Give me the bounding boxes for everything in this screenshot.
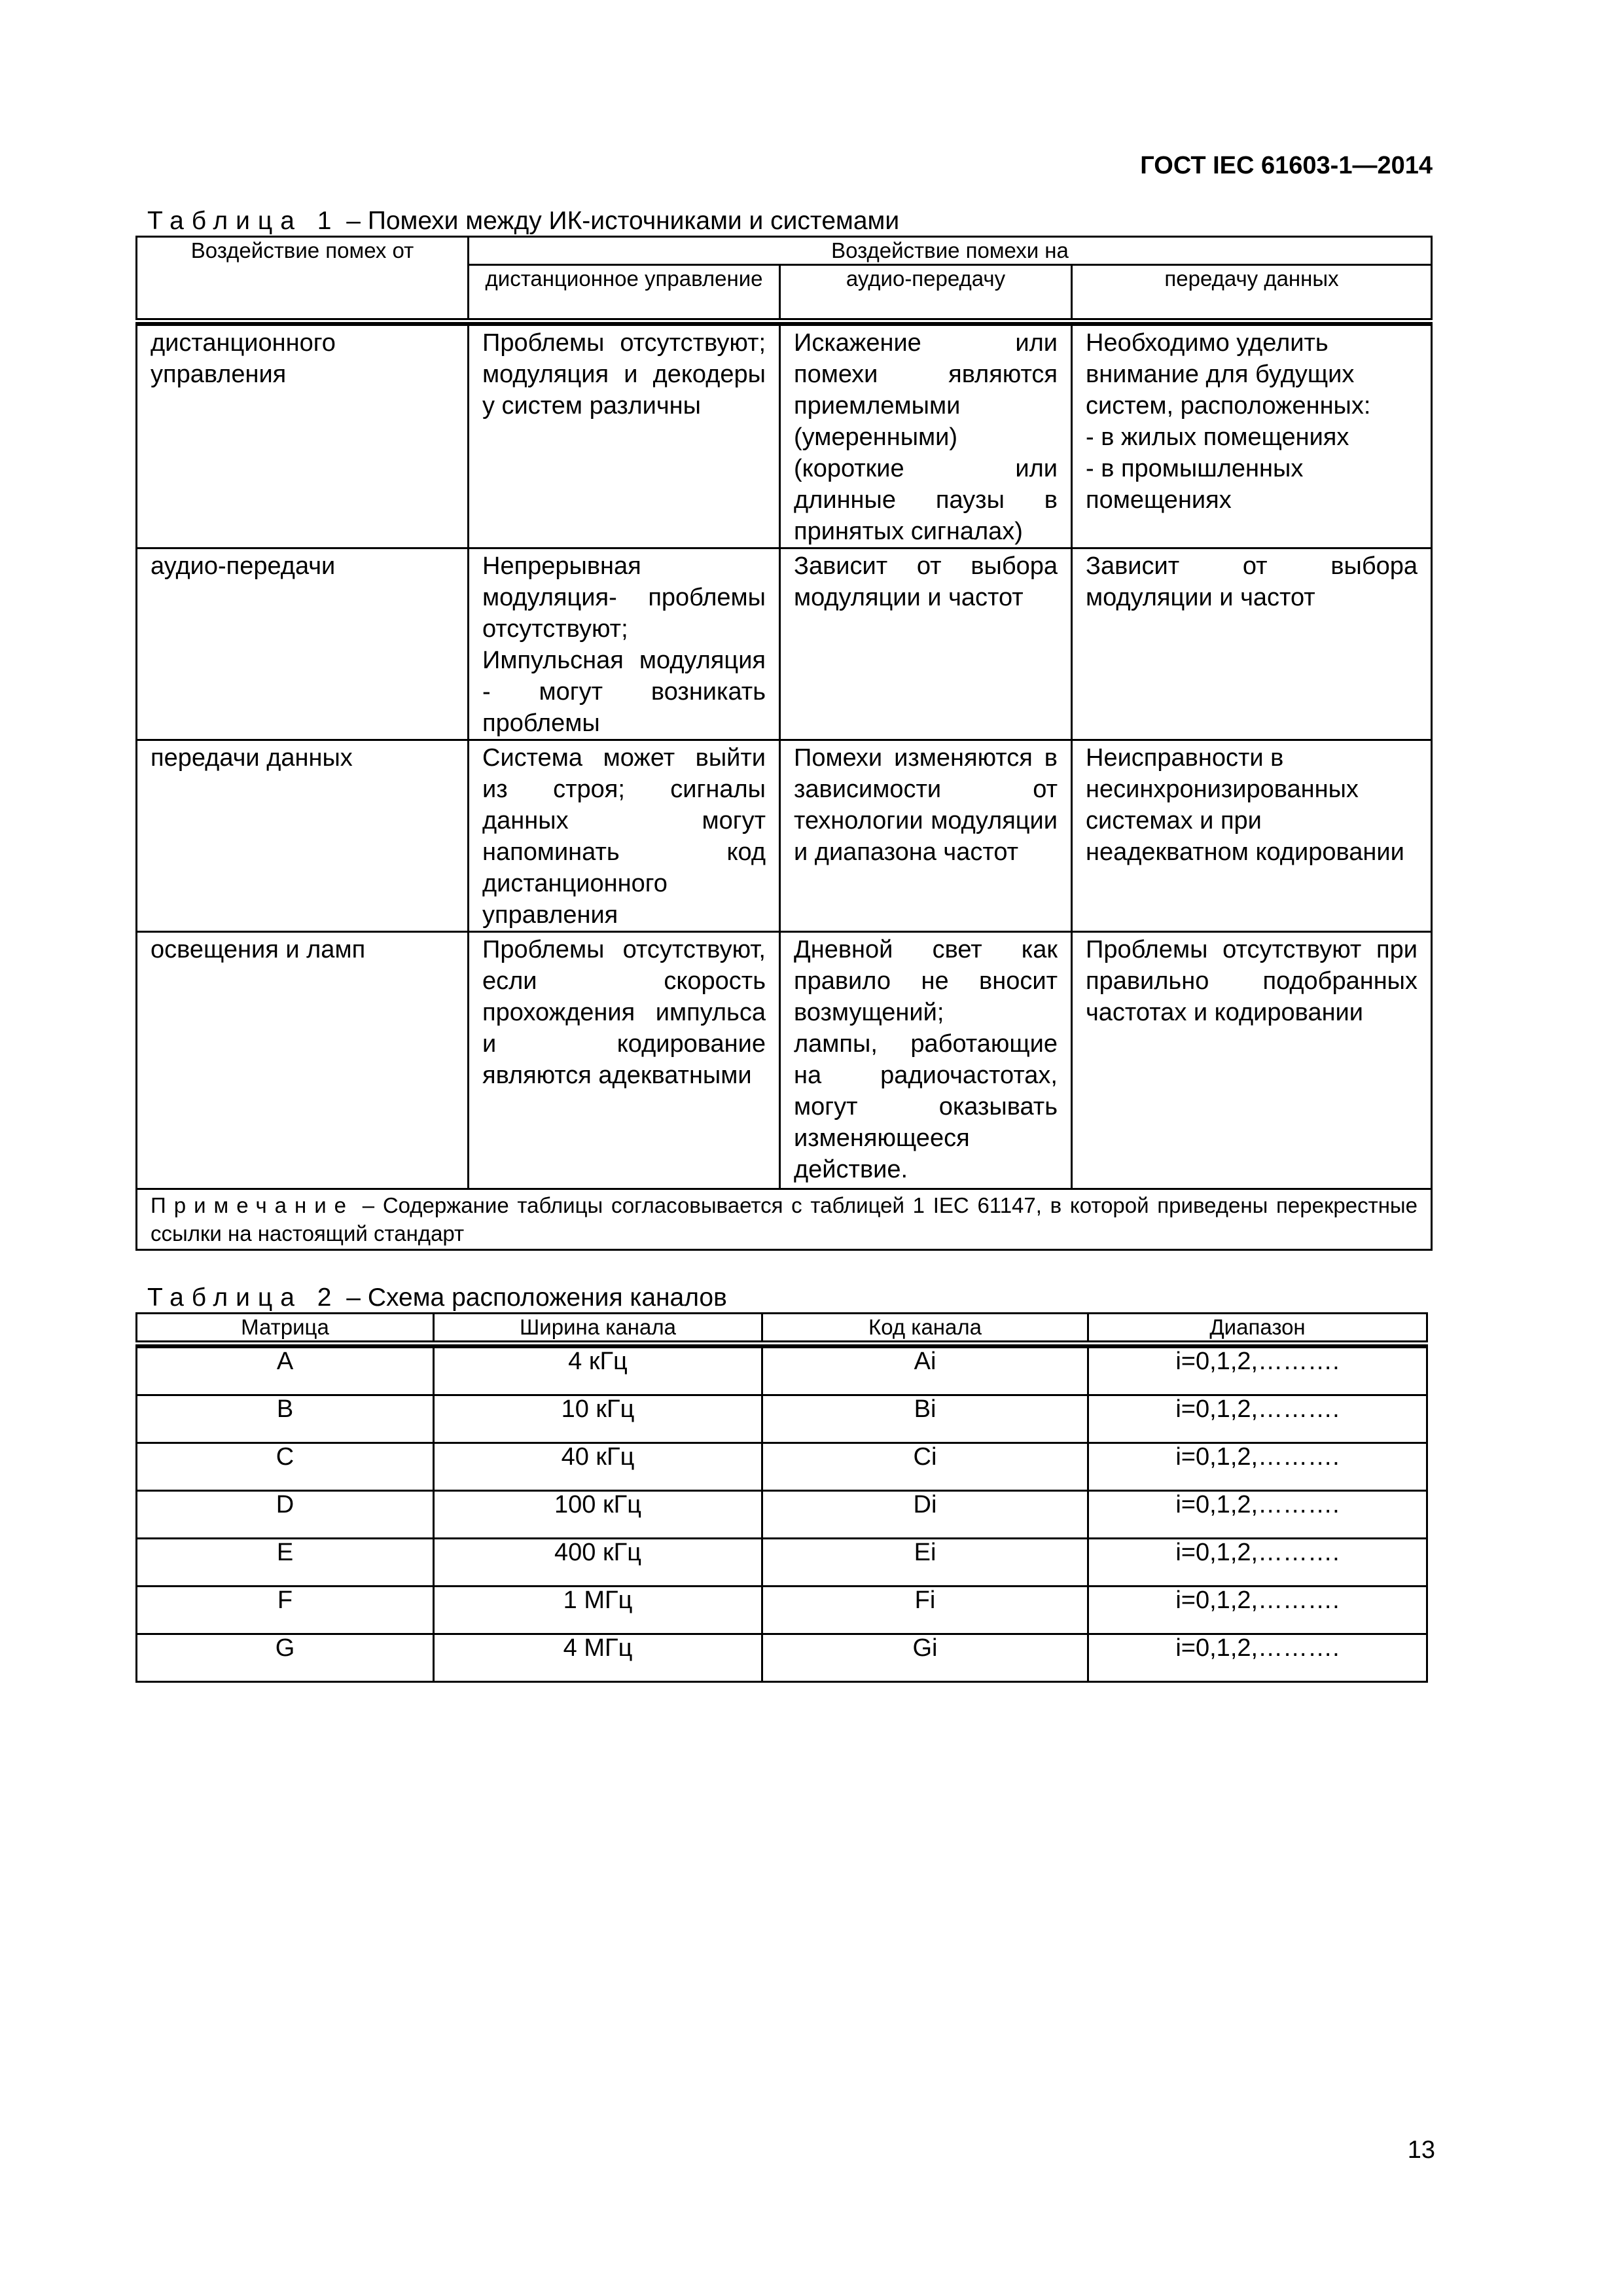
table2-cell: Ei	[762, 1539, 1088, 1587]
table2-cell: i=0,1,2,……….	[1088, 1348, 1427, 1395]
table1-row-source: дистанционного управления	[137, 325, 469, 548]
table2-cell: i=0,1,2,……….	[1088, 1395, 1427, 1443]
table1-title-text: – Помехи между ИК-источниками и системами	[339, 207, 900, 235]
table1-subheader-remote: дистанционное управление	[469, 265, 780, 321]
table2-cell: Gi	[762, 1634, 1088, 1682]
table1-subheader-data: передачу данных	[1072, 265, 1432, 321]
document-header: ГОСТ IEC 61603-1—2014	[1140, 152, 1433, 179]
table1-note	[137, 1189, 1432, 1250]
interference-table	[135, 236, 1433, 1251]
table1-row-source: аудио-передачи	[137, 548, 469, 740]
table2-cell: 400 кГц	[434, 1539, 762, 1587]
table1-cell: Проблемы отсутствуют; модуляция и декодеры у систем различны	[469, 325, 780, 548]
channel-layout-table	[135, 1312, 1428, 1683]
table1-subheader-audio: аудио-передачу	[780, 265, 1072, 321]
table1-cell: Зависит от выбора модуляции и частот	[780, 548, 1072, 740]
table2-header-matrix: Матрица	[137, 1314, 434, 1344]
table-row	[137, 740, 1432, 932]
table2-header-range: Диапазон	[1088, 1314, 1427, 1344]
table1-note-text: – Содержание таблицы согласовывается с таблицей 1 IEC 61147, в которой приведены перекрестные ссылки на настоящий стандарт	[151, 1193, 1418, 1246]
table-row	[137, 1348, 1427, 1395]
table2-cell: Ci	[762, 1443, 1088, 1491]
table-row	[137, 1587, 1427, 1634]
table2-cell: C	[137, 1443, 434, 1491]
page-number: 13	[1407, 2136, 1435, 2164]
table2-title	[147, 1285, 727, 1310]
table1-row-source: передачи данных	[137, 740, 469, 932]
table2-cell: Ai	[762, 1348, 1088, 1395]
table1-cell: Непрерывная модуляция- проблемы отсутствуют; Импульсная модуляция - могут возникать проблемы	[469, 548, 780, 740]
table2-cell: F	[137, 1587, 434, 1634]
table2-cell: i=0,1,2,……….	[1088, 1539, 1427, 1587]
table2-cell: i=0,1,2,……….	[1088, 1491, 1427, 1539]
table2-cell: Fi	[762, 1587, 1088, 1634]
table2-cell: 100 кГц	[434, 1491, 762, 1539]
table2-cell: 4 МГц	[434, 1634, 762, 1682]
table2-cell: 4 кГц	[434, 1348, 762, 1395]
table1-cell: Неисправности в несинхронизированных системах и при неадекватном кодировании	[1072, 740, 1432, 932]
table2-cell: 10 кГц	[434, 1395, 762, 1443]
table1-cell: Искажение или помехи являются приемлемыми (умеренными) (короткие или длинные паузы в принятых сигналах)	[780, 325, 1072, 548]
table-row	[137, 1491, 1427, 1539]
table2-header-width: Ширина канала	[434, 1314, 762, 1344]
table1-header-group: Воздействие помехи на	[469, 237, 1432, 265]
table1-title	[147, 208, 899, 234]
table1-cell: Система может выйти из строя; сигналы данных могут напоминать код дистанционного управления	[469, 740, 780, 932]
table1-cell: Зависит от выбора модуляции и частот	[1072, 548, 1432, 740]
table2-title-prefix: Таблица 2	[147, 1283, 340, 1312]
table2-cell: i=0,1,2,……….	[1088, 1634, 1427, 1682]
table-row	[137, 1395, 1427, 1443]
table2-cell: E	[137, 1539, 434, 1587]
table2-cell: i=0,1,2,……….	[1088, 1587, 1427, 1634]
table1-cell: Проблемы отсутствуют при правильно подобранных частотах и кодировании	[1072, 932, 1432, 1189]
table2-title-text: – Схема расположения каналов	[339, 1283, 727, 1312]
table1-row-source: освещения и ламп	[137, 932, 469, 1189]
table2-header-code: Код канала	[762, 1314, 1088, 1344]
table2-cell: i=0,1,2,……….	[1088, 1443, 1427, 1491]
table-row	[137, 932, 1432, 1189]
table2-cell: 40 кГц	[434, 1443, 762, 1491]
table2-cell: D	[137, 1491, 434, 1539]
table-row	[137, 1634, 1427, 1682]
table1-header-source: Воздействие помех от	[137, 237, 469, 321]
table1-cell: Проблемы отсутствуют, если скорость прохождения импульса и кодирование являются адекватными	[469, 932, 780, 1189]
table-row	[137, 548, 1432, 740]
table1-cell: Помехи изменяются в зависимости от технологии модуляции и диапазона частот	[780, 740, 1072, 932]
table2-cell: Di	[762, 1491, 1088, 1539]
table1-cell: Необходимо уделить внимание для будущих систем, расположенных: - в жилых помещениях - в промышленных помещениях	[1072, 325, 1432, 548]
table2-cell: G	[137, 1634, 434, 1682]
table-row	[137, 1189, 1432, 1250]
table-row	[137, 325, 1432, 548]
table-row	[137, 1443, 1427, 1491]
table2-cell: A	[137, 1348, 434, 1395]
table1-note-label: Примечание	[151, 1193, 355, 1217]
table1-title-prefix: Таблица 1	[147, 207, 340, 235]
table-row	[137, 1539, 1427, 1587]
table2-cell: B	[137, 1395, 434, 1443]
table2-cell: 1 МГц	[434, 1587, 762, 1634]
table1-cell: Дневной свет как правило не вносит возмущений; лампы, работающие на радиочастотах, могут оказывать изменяющееся действие.	[780, 932, 1072, 1189]
table2-cell: Bi	[762, 1395, 1088, 1443]
